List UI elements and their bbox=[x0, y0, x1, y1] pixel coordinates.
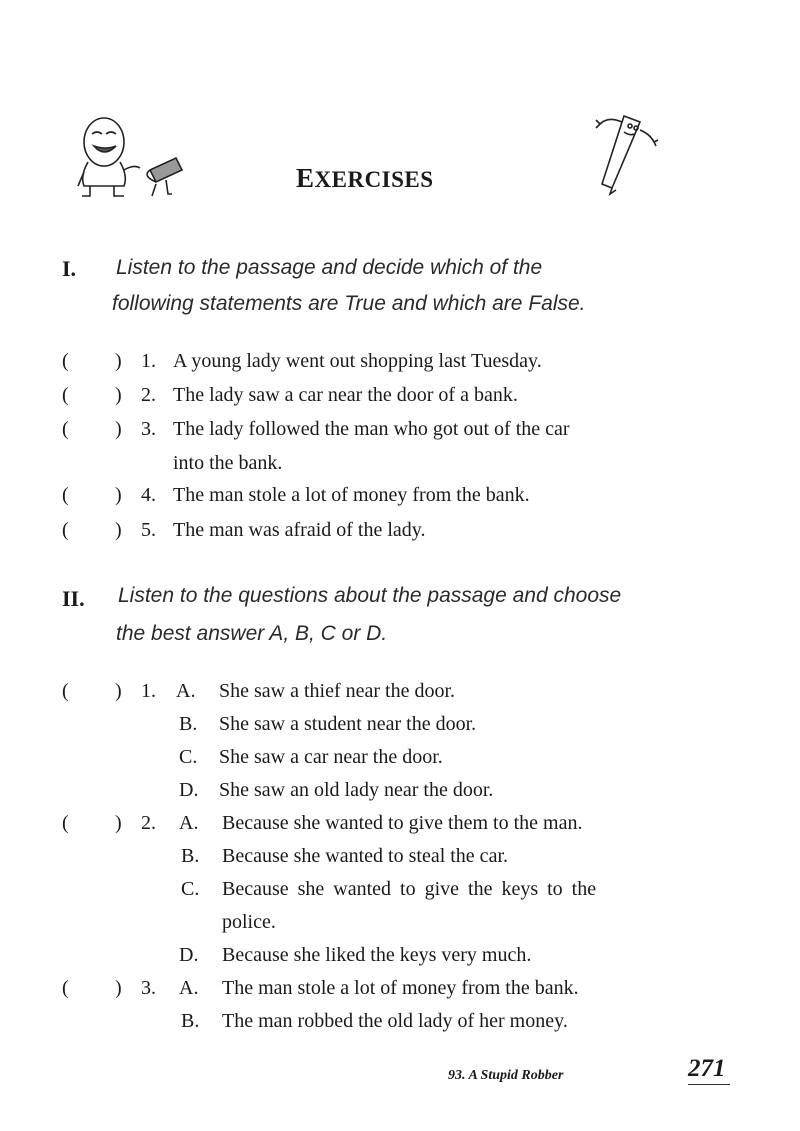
answer-paren-close: ) bbox=[115, 519, 122, 541]
option-text: She saw a car near the door. bbox=[219, 746, 443, 768]
option-row bbox=[0, 741, 800, 773]
option-letter: C. bbox=[179, 746, 198, 768]
item-number: 4. bbox=[141, 484, 156, 506]
cartoon-pencil-icon bbox=[594, 108, 664, 196]
item-text: The lady followed the man who got out of the car bbox=[173, 418, 570, 440]
answer-paren-close: ) bbox=[115, 680, 122, 702]
question-row bbox=[0, 972, 800, 1004]
option-letter: D. bbox=[179, 944, 199, 966]
list-item bbox=[0, 514, 800, 546]
section-1-instruction-line-2: following statements are True and which are False. bbox=[112, 292, 586, 315]
answer-paren-close: ) bbox=[115, 350, 122, 372]
question-number: 1. bbox=[141, 680, 156, 702]
item-text: The man was afraid of the lady. bbox=[173, 519, 426, 541]
option-row bbox=[0, 774, 800, 806]
page-number-rule bbox=[688, 1084, 730, 1085]
section-1-instruction-line-1: Listen to the passage and decide which of the bbox=[116, 256, 543, 279]
cartoon-figure-icon bbox=[72, 112, 190, 200]
item-number: 3. bbox=[141, 418, 156, 440]
question-number: 3. bbox=[141, 977, 156, 999]
section-2-instruction-line-1: Listen to the questions about the passage and choose bbox=[118, 584, 622, 607]
question-row bbox=[0, 675, 800, 707]
list-item bbox=[0, 479, 800, 511]
option-letter: D. bbox=[179, 779, 199, 801]
item-text-continuation: into the bank. bbox=[173, 452, 283, 474]
option-letter: A. bbox=[179, 812, 199, 834]
answer-paren-open[interactable]: ( bbox=[62, 418, 69, 440]
option-text: Because she wanted to give them to the man. bbox=[222, 812, 583, 834]
option-letter: C. bbox=[181, 878, 200, 900]
answer-paren-close: ) bbox=[115, 484, 122, 506]
option-text: She saw a student near the door. bbox=[219, 713, 477, 735]
option-letter: A. bbox=[179, 977, 199, 999]
option-text: Because she wanted to give the keys to the bbox=[222, 878, 597, 900]
section-2-number: II. bbox=[62, 586, 85, 611]
answer-paren-open[interactable]: ( bbox=[62, 680, 69, 702]
page-title: EXERCISES bbox=[296, 163, 434, 193]
option-letter: B. bbox=[181, 1010, 200, 1032]
option-letter: A. bbox=[176, 680, 196, 702]
list-item bbox=[0, 379, 800, 411]
item-text: The man stole a lot of money from the bank. bbox=[173, 484, 530, 506]
answer-paren-close: ) bbox=[115, 812, 122, 834]
option-text: She saw an old lady near the door. bbox=[219, 779, 494, 801]
list-item bbox=[0, 345, 800, 377]
option-text: She saw a thief near the door. bbox=[219, 680, 456, 702]
answer-paren-open[interactable]: ( bbox=[62, 484, 69, 506]
list-item bbox=[0, 413, 800, 445]
option-text: The man robbed the old lady of her money. bbox=[222, 1010, 568, 1032]
option-letter: B. bbox=[179, 713, 198, 735]
answer-paren-close: ) bbox=[115, 418, 122, 440]
option-row bbox=[0, 840, 800, 872]
option-text: The man stole a lot of money from the bank. bbox=[222, 977, 579, 999]
option-text: Because she wanted to steal the car. bbox=[222, 845, 508, 867]
item-text: The lady saw a car near the door of a bank. bbox=[173, 384, 518, 406]
answer-paren-close: ) bbox=[115, 384, 122, 406]
option-row bbox=[0, 873, 800, 905]
question-number: 2. bbox=[141, 812, 156, 834]
option-row bbox=[0, 1005, 800, 1037]
option-row-continuation bbox=[0, 906, 800, 938]
answer-paren-close: ) bbox=[115, 977, 122, 999]
section-1-number: I. bbox=[62, 256, 77, 281]
question-row bbox=[0, 807, 800, 839]
answer-paren-open[interactable]: ( bbox=[62, 384, 69, 406]
option-row bbox=[0, 939, 800, 971]
answer-paren-open[interactable]: ( bbox=[62, 350, 69, 372]
option-letter: B. bbox=[181, 845, 200, 867]
lesson-source: 93. A Stupid Robber bbox=[448, 1068, 564, 1083]
page-number: 271 bbox=[688, 1055, 726, 1082]
section-2-instruction-line-2: the best answer A, B, C or D. bbox=[116, 622, 388, 645]
answer-paren-open[interactable]: ( bbox=[62, 519, 69, 541]
answer-paren-open[interactable]: ( bbox=[62, 812, 69, 834]
list-item-continuation bbox=[0, 447, 800, 479]
item-number: 2. bbox=[141, 384, 156, 406]
item-text: A young lady went out shopping last Tuesday. bbox=[173, 350, 542, 372]
option-text: Because she liked the keys very much. bbox=[222, 944, 532, 966]
option-row bbox=[0, 708, 800, 740]
option-text-continuation: police. bbox=[222, 911, 276, 933]
item-number: 1. bbox=[141, 350, 156, 372]
answer-paren-open[interactable]: ( bbox=[62, 977, 69, 999]
item-number: 5. bbox=[141, 519, 156, 541]
